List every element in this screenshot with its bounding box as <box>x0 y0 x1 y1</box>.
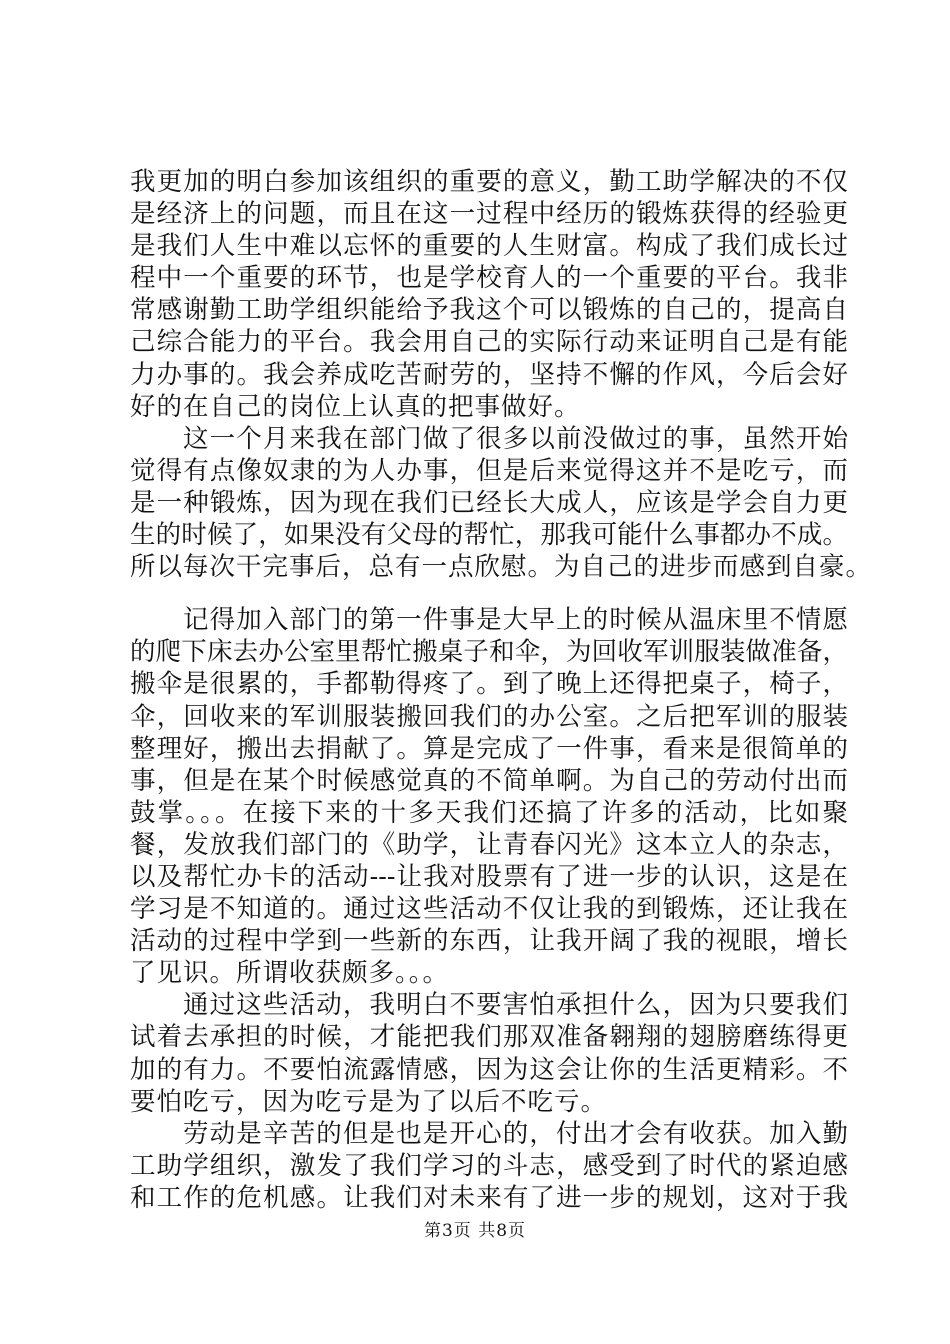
text-line: 生的时候了，如果没有父母的帮忙，那我可能什么事都办不成。 <box>130 520 848 551</box>
text-line: 事，但是在某个时候感觉真的不简单啊。为自己的劳动付出而 <box>130 765 848 796</box>
text-line: 是我们人生中难以忘怀的重要的人生财富。构成了我们成长过 <box>130 231 848 262</box>
text-line: 好的在自己的岗位上认真的把事做好。 <box>130 391 581 422</box>
text-line: 搬伞是很累的，手都勒得疼了。到了晚上还得把桌子，椅子， <box>130 669 848 700</box>
paragraph <box>130 1118 848 1214</box>
text-line: 加的有力。不要怕流露情感，因为这会让你的生活更精彩。不 <box>130 1054 848 1085</box>
text-line: 是一种锻炼，因为现在我们已经长大成人，应该是学会自力更 <box>130 487 848 518</box>
text-line: 觉得有点像奴隶的为人办事，但是后来觉得这并不是吃亏，而 <box>130 455 848 486</box>
text-line: 工助学组织，激发了我们学习的斗志，感受到了时代的紧迫感 <box>130 1150 848 1181</box>
text-line: 程中一个重要的环节，也是学校育人的一个重要的平台。我非 <box>130 263 848 294</box>
text-line: 的爬下床去办公室里帮忙搬桌子和伞，为回收军训服装做准备， <box>130 637 848 668</box>
text-line: 学习是不知道的。通过这些活动不仅让我的到锻炼，还让我在 <box>130 894 848 925</box>
text-line: 力办事的。我会养成吃苦耐劳的，坚持不懈的作风，今后会好 <box>130 359 848 390</box>
paragraph <box>130 989 848 1117</box>
text-line: 鼓掌。。。在接下来的十多天我们还搞了许多的活动，比如聚 <box>130 797 848 828</box>
paragraph <box>130 423 873 583</box>
text-line: 要怕吃亏，因为吃亏是为了以后不吃亏。 <box>130 1086 608 1117</box>
text-line: 了见识。所谓收获颇多。。。 <box>130 958 450 989</box>
text-line: 我更加的明白参加该组织的重要的意义，勤工助学解决的不仅 <box>130 167 848 197</box>
page-footer: 第3页 共8页 <box>423 1221 527 1241</box>
text-line: 和工作的危机感。让我们对未来有了进一步的规划，这对于我 <box>130 1182 848 1213</box>
text-line: 餐，发放我们部门的《助学，让青春闪光》这本立人的杂志， <box>130 829 848 860</box>
text-line: 活动的过程中学到一些新的东西，让我开阔了我的视眼，增长 <box>130 926 848 957</box>
text-line: 是经济上的问题，而且在这一过程中经历的锻炼获得的经验更 <box>130 199 848 230</box>
document-body <box>130 166 873 1214</box>
text-line: 这一个月来我在部门做了很多以前没做过的事，虽然开始 <box>183 423 848 454</box>
text-line: 所以每次干完事后，总有一点欣慰。为自己的进步而感到自豪。 <box>130 552 873 583</box>
text-line: 以及帮忙办卡的活动---让我对股票有了进一步的认识，这是在 <box>130 861 848 892</box>
text-line: 整理好，搬出去捐献了。算是完成了一件事，看来是很简单的 <box>130 733 848 764</box>
paragraph-spacer <box>130 583 848 604</box>
text-line: 常感谢勤工助学组织能给予我这个可以锻炼的自己的，提高自 <box>130 295 848 326</box>
text-line: 劳动是辛苦的但是也是开心的，付出才会有收获。加入勤 <box>183 1118 848 1149</box>
text-line: 通过这些活动，我明白不要害怕承担什么，因为只要我们 <box>183 990 848 1021</box>
paragraph <box>130 166 848 423</box>
text-line: 己综合能力的平台。我会用自己的实际行动来证明自己是有能 <box>130 327 848 358</box>
text-line: 伞，回收来的军训服装搬回我们的办公室。之后把军训的服装 <box>130 701 848 732</box>
paragraph <box>130 604 848 989</box>
text-line: 试着去承担的时候，才能把我们那双准备翱翔的翅膀磨练得更 <box>130 1022 848 1053</box>
text-line: 记得加入部门的第一件事是大早上的时候从温床里不情愿 <box>183 605 848 636</box>
